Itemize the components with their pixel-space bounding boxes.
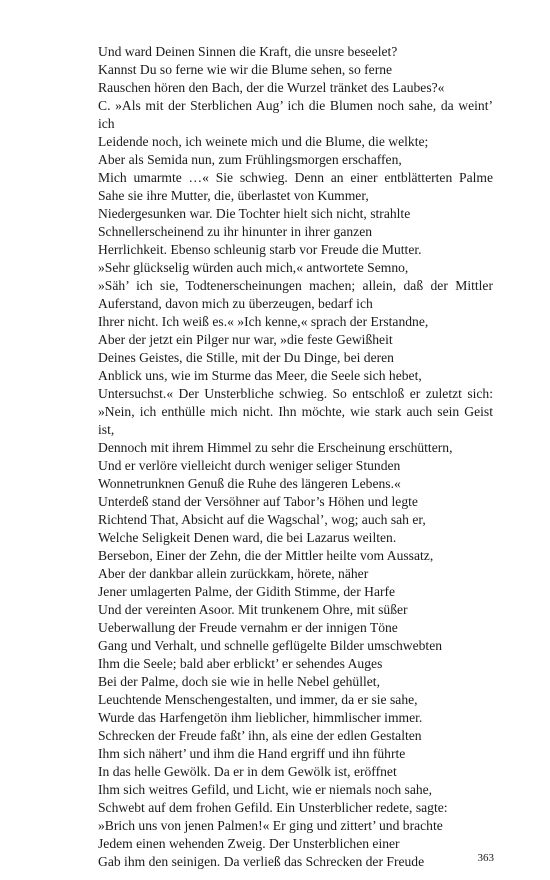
text-line: Ueberwallung der Freude vernahm er der innigen Töne bbox=[98, 620, 398, 635]
text-line: Mich umarmte …« Sie schwieg. Denn an einer entblätterten Palme bbox=[98, 170, 493, 185]
text-line: Richtend That, Absicht auf die Wagschal’, wog; auch sah er, bbox=[98, 512, 426, 527]
text-line: Aber als Semida nun, zum Frühlingsmorgen erschaffen, bbox=[98, 152, 402, 167]
text-line: Und er verlöre vielleicht durch weniger seliger Stunden bbox=[98, 458, 401, 473]
text-line: Leidende noch, ich weinete mich und die Blume, die welkte; bbox=[98, 134, 429, 149]
text-line: Aber der dankbar allein zurückkam, hörete, näher bbox=[98, 566, 369, 581]
text-line: Untersuchst.« Der Unsterbliche schwieg. So entschloß er zuletzt sich: bbox=[98, 386, 493, 401]
text-line: ist, bbox=[98, 422, 115, 437]
page-number: 363 bbox=[477, 852, 494, 864]
text-line: »Brich uns von jenen Palmen!« Er ging und zittert’ und brachte bbox=[98, 818, 443, 833]
text-line: Und ward Deinen Sinnen die Kraft, die unsre beseelet? bbox=[98, 44, 398, 59]
text-line: Schnellerscheinend zu ihr hinunter in ihrer ganzen bbox=[98, 224, 373, 239]
text-line: Ihrer nicht. Ich weiß es.« »Ich kenne,« sprach der Erstandne, bbox=[98, 314, 429, 329]
text-line: Schrecken der Freude faßt’ ihn, als eine der edlen Gestalten bbox=[98, 728, 422, 743]
text-line: Und der vereinten Asoor. Mit trunkenem Ohre, mit süßer bbox=[98, 602, 408, 617]
text-line: Unterdeß stand der Versöhner auf Tabor’s Höhen und legte bbox=[98, 494, 418, 509]
text-line: Jener umlagerten Palme, der Gidith Stimme, der Harfe bbox=[98, 584, 396, 599]
text-line: Aber der jetzt ein Pilger nur war, »die feste Gewißheit bbox=[98, 332, 393, 347]
text-line: »Sehr glückselig würden auch mich,« antwortete Semno, bbox=[98, 260, 409, 275]
text-line: Jedem einen wehenden Zweig. Der Unsterblichen einer bbox=[98, 836, 400, 851]
text-line: Sahe sie ihre Mutter, die, überlastet von Kummer, bbox=[98, 188, 369, 203]
text-line: ich bbox=[98, 116, 115, 131]
text-line: Ihm die Seele; bald aber erblickt’ er sehendes Auges bbox=[98, 656, 383, 671]
text-line: Ihm sich weitres Gefild, und Licht, wie er niemals noch sahe, bbox=[98, 782, 433, 797]
text-line: Gab ihm den seinigen. Da verließ das Schrecken der Freude bbox=[98, 854, 425, 869]
text-line: Deines Geistes, die Stille, mit der Du Dinge, bei deren bbox=[98, 350, 394, 365]
text-line: Ihm sich nähert’ und ihm die Hand ergriff und ihn führte bbox=[98, 746, 406, 761]
text-line: Wonnetrunknen Genuß die Ruhe des längeren Lebens.« bbox=[98, 476, 401, 491]
text-line: Bersebon, Einer der Zehn, die der Mittler heilte vom Aussatz, bbox=[98, 548, 434, 563]
text-line: Niedergesunken war. Die Tochter hielt sich nicht, strahlte bbox=[98, 206, 411, 221]
text-line: Auferstand, davon mich zu überzeugen, bedarf ich bbox=[98, 296, 373, 311]
text-line: Gang und Verhalt, und schnelle geflügelte Bilder umschwebten bbox=[98, 638, 443, 653]
text-line: »Säh’ ich sie, Todtenerscheinungen machen; allein, daß der Mittler bbox=[98, 278, 493, 293]
text-line: Rauschen hören den Bach, der die Wurzel tränket des Laubes?« bbox=[98, 80, 445, 95]
poem-text-block bbox=[98, 43, 493, 871]
text-line: Schwebt auf dem frohen Gefild. Ein Unsterblicher redete, sagte: bbox=[98, 800, 448, 815]
text-line: Welche Seligkeit Denen ward, die bei Lazarus weilten. bbox=[98, 530, 397, 545]
text-line: Kannst Du so ferne wie wir die Blume sehen, so ferne bbox=[98, 62, 393, 77]
text-line: In das helle Gewölk. Da er in dem Gewölk ist, eröffnet bbox=[98, 764, 397, 779]
text-line: »Nein, ich enthülle mich nicht. Ihn möchte, wie stark auch sein Geist bbox=[98, 404, 493, 419]
text-line: Dennoch mit ihrem Himmel zu sehr die Erscheinung erschüttern, bbox=[98, 440, 453, 455]
text-line: Anblick uns, wie im Sturme das Meer, die Seele sich hebet, bbox=[98, 368, 422, 383]
text-line: Herrlichkeit. Ebenso schleunig starb vor Freude die Mutter. bbox=[98, 242, 422, 257]
text-line: Wurde das Harfengetön ihm lieblicher, himmlischer immer. bbox=[98, 710, 423, 725]
text-line: C. »Als mit der Sterblichen Aug’ ich die Blumen noch sahe, da weint’ bbox=[98, 98, 493, 113]
text-line: Bei der Palme, doch sie wie in helle Nebel gehüllet, bbox=[98, 674, 380, 689]
text-line: Leuchtende Menschengestalten, und immer, da er sie sahe, bbox=[98, 692, 418, 707]
